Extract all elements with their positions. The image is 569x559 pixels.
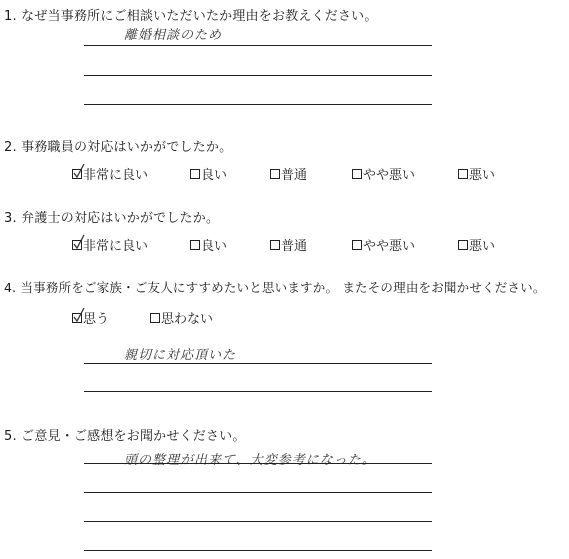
question-3 [4,207,219,226]
answer-line [84,104,432,105]
checkbox-checked[interactable] [72,240,82,250]
option-label: やや悪い [363,239,416,254]
checkbox[interactable] [352,169,362,179]
q3-option-good[interactable] [190,235,227,254]
option-label: 良い [201,239,228,254]
question-2-text: 事務職員の対応はいかがでしたか。 [21,140,233,155]
option-label: 非常に良い [83,168,149,183]
answer-4-handwriting: 親切に対応頂いた [124,348,237,363]
checkbox[interactable] [270,240,280,250]
option-label: 普通 [281,168,308,183]
answer-line [84,75,432,76]
question-1 [4,5,378,24]
q2-option-very-good[interactable] [72,164,148,183]
option-label: 非常に良い [83,239,149,254]
question-2 [4,136,232,155]
answer-line [84,363,432,364]
q3-option-bad[interactable] [458,235,495,254]
answer-line [84,45,432,46]
option-label: 思う [83,312,110,327]
question-5-text: ご意見・ご感想をお聞かせください。 [21,429,246,444]
question-5 [4,425,246,444]
question-4-text: 当事務所をご家族・ご友人にすすめたいと思いますか。 またその理由をお聞かせください。 [20,280,546,295]
question-1-text: なぜ当事務所にご相談いただいたか理由をお教えください。 [21,9,378,24]
option-label: 思わない [161,312,214,327]
q2-option-average[interactable] [270,164,307,183]
answer-line [84,521,432,522]
checkbox[interactable] [352,240,362,250]
q2-option-somewhat-bad[interactable] [352,164,415,183]
checkbox[interactable] [270,169,280,179]
checkbox[interactable] [458,240,468,250]
question-2-number: 2. [4,140,17,155]
option-label: 悪い [469,168,496,183]
option-label: 良い [201,168,228,183]
q4-option-yes[interactable] [72,308,109,327]
answer-1-handwriting: 離婚相談のため [124,28,223,43]
question-1-number: 1. [4,9,17,24]
answer-line [84,463,432,464]
q3-option-average[interactable] [270,235,307,254]
option-label: 普通 [281,239,308,254]
answer-5-handwriting: 頭の整理が出来て、大変参考になった。 [124,453,376,468]
checkbox[interactable] [458,169,468,179]
answer-line [84,391,432,392]
question-3-number: 3. [4,211,17,226]
checkbox-checked[interactable] [72,169,82,179]
question-3-text: 弁護士の対応はいかがでしたか。 [21,211,220,226]
checkbox-checked[interactable] [72,313,82,323]
option-label: 悪い [469,239,496,254]
checkbox[interactable] [150,313,160,323]
answer-line [84,550,432,551]
q2-option-good[interactable] [190,164,227,183]
question-5-number: 5. [4,429,17,444]
question-4-number: 4. [4,280,17,295]
option-label: やや悪い [363,168,416,183]
answer-line [84,492,432,493]
checkbox[interactable] [190,240,200,250]
question-4 [4,278,546,296]
q3-option-somewhat-bad[interactable] [352,235,415,254]
q3-option-very-good[interactable] [72,235,148,254]
q4-option-no[interactable] [150,308,213,327]
q2-option-bad[interactable] [458,164,495,183]
checkbox[interactable] [190,169,200,179]
